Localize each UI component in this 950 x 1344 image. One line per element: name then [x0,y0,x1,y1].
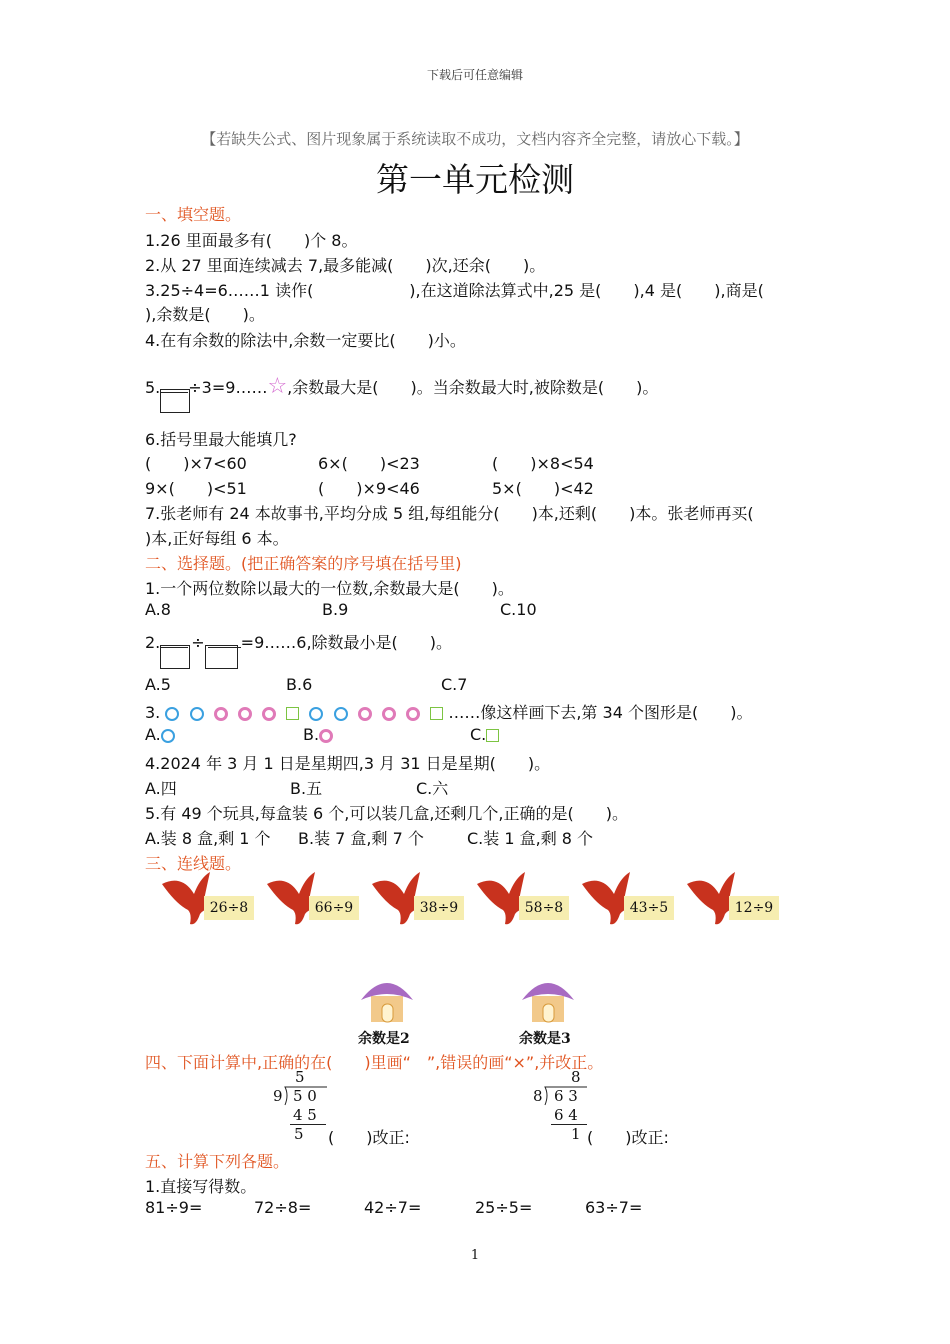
opt-label: C. [470,725,487,744]
opt-label: A. [145,725,161,744]
calc2-remainder: 1 [571,1125,581,1143]
s1-q5-mid: ÷3=9…… [188,378,268,397]
s2-q3-opt-c [470,725,499,744]
s2-q2 [145,630,452,653]
section-3-heading: 三、连线题。 [145,854,242,873]
calc1-quotient: 5 [295,1068,305,1086]
house-2[interactable] [518,974,578,1028]
pink-ring-icon [406,707,420,721]
calc1-check[interactable]: ( )改正: [328,1128,410,1147]
s2-q3 [145,700,752,723]
s2-q2-opt-a: A.5 [145,675,171,694]
page-number: 1 [470,1248,480,1263]
s1-q6-r1-a: ( )×7<60 [145,454,247,473]
pink-ring-icon [214,707,228,721]
opt-label: B. [303,725,320,744]
s1-q5 [145,374,658,399]
pink-ring-icon [382,707,396,721]
s1-q7-line2: )本,正好每组 6 本。 [145,529,289,548]
s2-q1-opt-b: B.9 [322,600,349,619]
s2-q1-opt-a: A.8 [145,600,171,619]
s2-q5-opt-a: A.装 8 盒,剩 1 个 [145,829,271,848]
pink-ring-icon [238,707,252,721]
s1-q6: 6.括号里最大能填几? [145,430,297,449]
s2-q3-opt-b [303,725,333,744]
s2-q3-prefix: 3. [145,703,161,722]
calc1-divisor: 9 [273,1087,283,1105]
calc2-check[interactable]: ( )改正: [587,1128,669,1147]
s1-q1: 1.26 里面最多有( )个 8。 [145,231,358,250]
calc1-dividend: 5 0 [293,1087,317,1105]
s2-q4-opt-c: C.六 [416,779,449,798]
section-2-heading: 二、选择题。(把正确答案的序号填在括号里) [145,554,462,573]
s2-q4-opt-b: B.五 [290,779,323,798]
s1-q7-line1: 7.张老师有 24 本故事书,平均分成 5 组,每组能分( )本,还剩( )本。张老师再买( [145,504,754,523]
bird-6-expression: 12÷9 [729,896,779,920]
section-5-heading: 五、计算下列各题。 [145,1152,290,1171]
calc2-divisor: 8 [533,1087,543,1105]
s2-q5-opt-b: B.装 7 盒,剩 7 个 [298,829,424,848]
download-notice: 【若缺失公式、图片现象属于系统读取不成功，文档内容齐全完整，请放心下载。】 [201,130,749,148]
bird-2-expression: 66÷9 [309,896,359,920]
s5-sub1: 1.直接写得数。 [145,1177,257,1196]
blue-ring-icon [309,707,323,721]
s1-q6-r1-b: 6×( )<23 [318,454,420,473]
section-4-heading: 四、下面计算中,正确的在( )里画“ ”,错误的画“×”,并改正。 [145,1053,604,1072]
star-icon: ☆ [267,374,288,399]
s2-q2-opt-b: B.6 [286,675,313,694]
page-title: 第一单元检测 [376,160,574,199]
blue-ring-icon [161,729,175,743]
house-1[interactable] [357,974,417,1028]
s2-q1-opt-c: C.10 [500,600,537,619]
s1-q3-line1: 3.25÷4=6……1 读作( ),在这道除法算式中,25 是( ),4 是( ),商是( [145,281,764,300]
answer-box [160,645,190,669]
house-icon [357,974,417,1024]
blue-ring-icon [190,707,204,721]
pink-ring-icon [319,729,333,743]
green-square-icon [486,729,499,742]
green-square-icon [286,707,299,720]
green-square-icon [430,707,443,720]
s5-item-5: 63÷7= [585,1198,643,1217]
calc2-product: 6 4 [554,1106,578,1124]
s1-q6-r2-c: 5×( )<42 [492,479,594,498]
blue-ring-icon [165,707,179,721]
answer-box [205,645,238,669]
answer-box [160,389,190,413]
s1-q3-line2: ),余数是( )。 [145,305,265,324]
s2-q2-div: ÷ [191,633,205,652]
bird-5-expression: 43÷5 [624,896,674,920]
s1-q2: 2.从 27 里面连续减去 7,最多能减( )次,还余( )。 [145,256,546,275]
house-1-label: 余数是2 [358,1031,410,1047]
bird-4-expression: 58÷8 [519,896,569,920]
s1-q6-r1-c: ( )×8<54 [492,454,594,473]
calc1-remainder: 5 [294,1125,304,1143]
s5-item-1: 81÷9= [145,1198,203,1217]
s2-q2-post: =9……6,除数最小是( )。 [240,633,453,652]
s2-q4: 4.2024 年 3 月 1 日是星期四,3 月 31 日是星期( )。 [145,754,551,773]
s1-q5-post: ,余数最大是( )。当余数最大时,被除数是( )。 [287,378,659,397]
s1-q6-r2-b: ( )×9<46 [318,479,420,498]
calc2-dividend: 6 3 [554,1087,578,1105]
s1-q6-r2-a: 9×( )<51 [145,479,247,498]
section-1-heading: 一、填空题。 [145,205,242,224]
bird-1-expression: 26÷8 [204,896,254,920]
s5-item-3: 42÷7= [364,1198,422,1217]
page-header: 下载后可任意编辑 [426,68,523,82]
s2-q2-opt-c: C.7 [441,675,468,694]
s2-q5: 5.有 49 个玩具,每盒装 6 个,可以装几盒,还剩几个,正确的是( )。 [145,804,628,823]
blue-ring-icon [334,707,348,721]
house-2-label: 余数是3 [519,1031,571,1047]
calc2-quotient: 8 [571,1068,581,1086]
s1-q5-prefix: 5. [145,378,161,397]
bird-3-expression: 38÷9 [414,896,464,920]
calc1-product: 4 5 [293,1106,317,1124]
s5-item-2: 72÷8= [254,1198,312,1217]
s2-q2-prefix: 2. [145,633,161,652]
shape-sequence [165,703,448,722]
s2-q4-opt-a: A.四 [145,779,177,798]
divider [551,1124,587,1125]
pink-ring-icon [262,707,276,721]
s1-q4: 4.在有余数的除法中,余数一定要比( )小。 [145,331,466,350]
s2-q3-opt-a [145,725,175,744]
s2-q3-post: ……像这样画下去,第 34 个图形是( )。 [448,703,753,722]
s5-item-4: 25÷5= [475,1198,533,1217]
s2-q1: 1.一个两位数除以最大的一位数,余数最大是( )。 [145,579,514,598]
pink-ring-icon [358,707,372,721]
house-icon [518,974,578,1024]
s2-q5-opt-c: C.装 1 盒,剩 8 个 [467,829,594,848]
